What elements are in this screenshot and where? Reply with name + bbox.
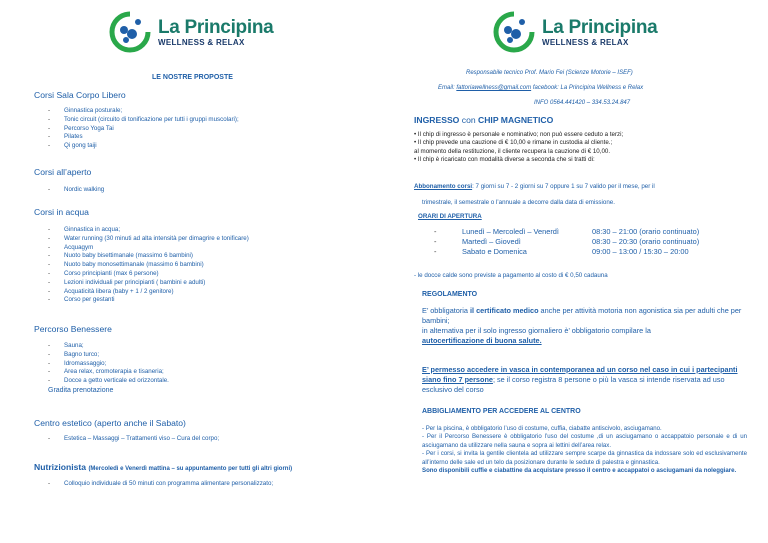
list-item: - Nordic walking [48,186,104,195]
list-item: - Area relax, cromoterapia e tisaneria; [48,368,169,377]
list-item: - Tonic circuit (circuito di tonificazione per tutti i gruppi muscolari); [48,116,239,125]
brand-tagline: WELLNESS & RELAX [158,37,245,47]
abbonamento-text: : 7 giorni su 7 - 2 giorni su 7 oppure 1 su 7 valido per il mese, per il [472,183,655,190]
brand-name: La Principina [158,16,274,38]
orari-days: Lunedì – Mercoledì – Venerdì [462,227,559,236]
list-item: - Estetica – Massaggi – Trattamenti viso – Cura del corpo; [48,435,219,444]
list-item: - Nuoto baby monosettimanale (massimo 6 bambini) [48,261,249,270]
list-acqua [48,226,249,305]
orari-hours: 08:30 – 21:00 (orario continuato) [592,227,700,236]
abbonamento-text-2: trimestrale, il semestrale o l’annuale a decorre dalla data di emissione. [422,199,615,206]
orari-row: - Sabato e Domenica 09:00 – 13:00 / 15:30 – 20:00 [434,247,689,256]
section-heading-aperto: Corsi all’aperto [34,167,92,177]
list-item: - Water running (30 minuti ad alta intensità per dimagrire e tonificare) [48,235,249,244]
facebook-text: facebook: La Principina Wellness e Relax [532,85,644,91]
section-heading-sala: Corsi Sala Corpo Libero [34,90,126,100]
abb-line: - Per il Percorso Benessere è obbligatorio l’uso del costume ,di un asciugamano o accappatoio personale e di un asciugamano da utilizzare nella sauna e sopra ai lettini dell’area relax. [422,433,747,449]
list-item: - Colloquio individuale di 50 minuti con programma alimentare personalizzato; [48,480,273,489]
section-heading-benessere: Percorso Benessere [34,324,112,334]
ingresso-con: con [461,115,476,125]
list-item: - Percorso Yoga Tai [48,125,239,134]
abb-line: - Per la piscina, è obbligatorio l’uso di costume, cuffia, ciabatte antiscivolo, asciugamano. [422,425,662,432]
list-item: - Ginnastica in acqua; [48,226,249,235]
orari-days: Martedì – Giovedì [462,237,521,246]
brand-logo-right [492,10,657,54]
benessere-note: Gradita prenotazione [48,387,114,394]
section-heading-acqua: Corsi in acqua [34,207,89,217]
abb-line: - Per i corsi, si invita la gentile clientela ad utilizzare sempre scarpe da ginnastica da indossare solo ed esclusivamente all’interno delle sale ed un telo da posizionare durante le sedute di palestra e ginnastica. [422,450,747,466]
list-item: - Acquagym [48,244,249,253]
reg-bold: il certificato medico [470,306,539,315]
list-item: - Docce a getto verticale ed orizzontale. [48,377,169,386]
list-item: - Sauna; [48,342,169,351]
list-item: - Qi gong taiji [48,142,239,151]
list-item: - Lezioni individuali per principianti ( bambini e adulti) [48,279,249,288]
chip-line: al momento della restituzione, il cliente recupera la cauzione di € 10,00. [414,147,611,155]
orari-table [434,227,699,257]
chip-line: • Il chip prevede una cauzione di € 10,00 e rimane in custodia al cliente.; [414,139,613,147]
reg-text: E’ obbligatoria [422,306,470,315]
nutrizionista-title: Nutrizionista [34,462,87,472]
regolamento-text-1 [422,306,752,346]
list-item: - Pilates [48,133,239,142]
chip-line: • Il chip di ingresso è personale e nominativo; non può essere ceduto a terzi; [414,131,624,138]
section-heading-nutrizionista [34,462,292,472]
reg-bold: E’ permesso accedere in vasca in contemporanea ad un corso nel caso in cui i partecipanti siano fino 7 persone [422,365,738,384]
docce-note: - le docce calde sono previste a pagamento al costo di € 0,50 cadauna [414,272,608,279]
abbonamento-label: Abbonamento corsi [414,183,473,190]
responsabile-text: Responsabile tecnico Prof. Mario Fei (Scienze Motorie – ISEF) [466,70,633,76]
contact-line [438,85,643,91]
list-item: - Ginnastica posturale; [48,107,239,116]
orari-days: Sabato e Domenica [462,247,527,256]
list-item: - Acquaticità libera (baby + 1 / 2 genitore) [48,288,249,297]
logo-mark-icon [492,10,536,54]
list-benessere [48,342,169,386]
logo-mark-icon [108,10,152,54]
reg-text: anche per attività motoria non agonistica sia per adulti che per bambini; [422,306,742,325]
abbigliamento-text [422,425,747,475]
ingresso-chip: CHIP MAGNETICO [478,115,554,125]
orari-hours: 08:30 – 20:30 (orario continuato) [592,237,700,246]
list-item: - Bagno turco; [48,351,169,360]
list-estetico [48,435,219,444]
regolamento-text-2 [422,365,752,395]
email-link[interactable]: fattoriawellness@gmail.com [456,85,532,91]
reg-bold: autocertificazione di buona salute. [422,336,542,345]
orari-row: - Lunedì – Mercoledì – Venerdì 08:30 – 21:00 (orario continuato) [434,227,700,236]
brand-logo-left [108,10,273,54]
list-item: - Corso principianti (max 6 persone) [48,270,249,279]
list-item: - Nuoto baby bisettimanale (massimo 6 bambini) [48,252,249,261]
orari-row: - Martedì – Giovedì 08:30 – 20:30 (orario continuato) [434,237,700,246]
list-item: - Corso per gestanti [48,296,249,305]
brand-name: La Principina [542,16,658,38]
ingresso-heading [414,115,553,125]
regolamento-heading: REGOLAMENTO [422,291,478,298]
email-label: Email: [438,85,455,91]
chip-rules [414,131,623,165]
list-nutrizionista [48,480,273,489]
section-heading-estetico: Centro estetico (aperto anche il Sabato) [34,418,186,428]
brand-tagline: WELLNESS & RELAX [542,37,629,47]
chip-line: • Il chip è ricaricato con modalità diverse a seconda che si tratti di: [414,156,595,164]
list-aperto [48,186,104,195]
ingresso-word: INGRESSO [414,115,460,125]
info-phone: INFO 0564.441420 – 334.53.24.847 [534,100,631,106]
page-title: LE NOSTRE PROPOSTE [152,74,233,81]
abbonamento-line [414,183,655,190]
nutrizionista-note: (Mercoledì e Venerdì mattina – su appuntamento per tutti gli altri giorni) [88,466,293,472]
orari-heading: ORARI DI APERTURA [418,213,482,220]
list-sala [48,107,239,151]
abb-line: Sono disponibili cuffie e ciabattine da acquistare presso il centro e accappatoi o asciugamani da noleggiare. [422,467,737,475]
list-item: - Idromassaggio; [48,360,169,369]
abbigliamento-heading: ABBIGLIAMENTO PER ACCEDERE AL CENTRO [422,408,581,415]
reg-text: ; se il corso registra 8 persone o più la vasca si intende riservata ad uso esclusivo del corso [422,375,725,394]
reg-text: in alternativa per il solo ingresso giornaliero è’ obbligatorio compilare la [422,326,651,335]
orari-hours: 09:00 – 13:00 / 15:30 – 20:00 [592,247,689,256]
